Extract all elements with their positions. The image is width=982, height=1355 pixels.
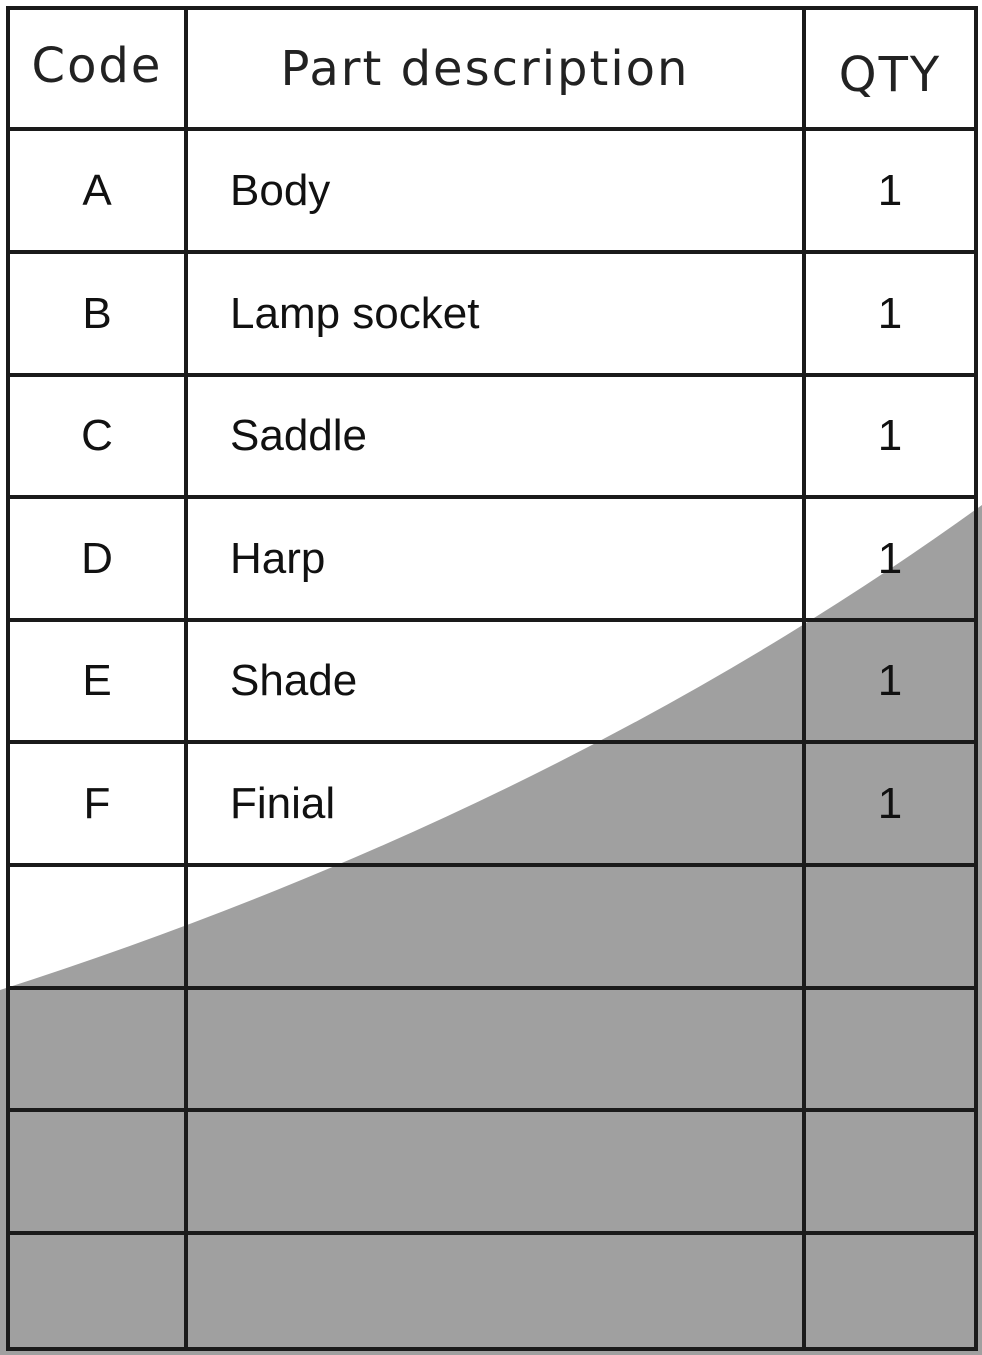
row-description: Lamp socket — [230, 288, 480, 338]
row-qty: 1 — [877, 411, 903, 460]
empty-row-description — [186, 1110, 804, 1233]
empty-row-code — [8, 1110, 186, 1233]
empty-row-code — [8, 1233, 186, 1349]
row-description: Shade — [230, 656, 358, 705]
row-qty: 1 — [877, 656, 903, 705]
header-code: Code — [31, 37, 163, 94]
empty-row-description — [186, 988, 804, 1110]
row-description: Saddle — [230, 411, 368, 460]
row-qty: 1 — [877, 533, 903, 583]
empty-row-qty — [804, 865, 976, 988]
row-description: Body — [230, 165, 331, 215]
row-code: E — [82, 656, 112, 705]
empty-row-qty — [804, 1110, 976, 1233]
empty-row-qty — [804, 988, 976, 1110]
row-code: B — [82, 288, 112, 338]
empty-row-description — [186, 865, 804, 988]
row-description: Finial — [230, 778, 336, 828]
row-code: F — [83, 778, 111, 828]
empty-row-code — [8, 865, 186, 988]
header-part-description: Part description — [280, 40, 690, 97]
row-qty: 1 — [877, 778, 903, 828]
empty-row-description — [186, 1233, 804, 1349]
empty-row-code — [8, 988, 186, 1110]
row-code: A — [82, 165, 112, 215]
row-code: D — [81, 533, 113, 583]
row-description: Harp — [230, 533, 326, 583]
empty-row-qty — [804, 1233, 976, 1349]
row-qty: 1 — [877, 165, 903, 215]
header-qty: QTY — [838, 46, 942, 103]
row-code: C — [81, 411, 113, 460]
row-qty: 1 — [877, 288, 903, 338]
